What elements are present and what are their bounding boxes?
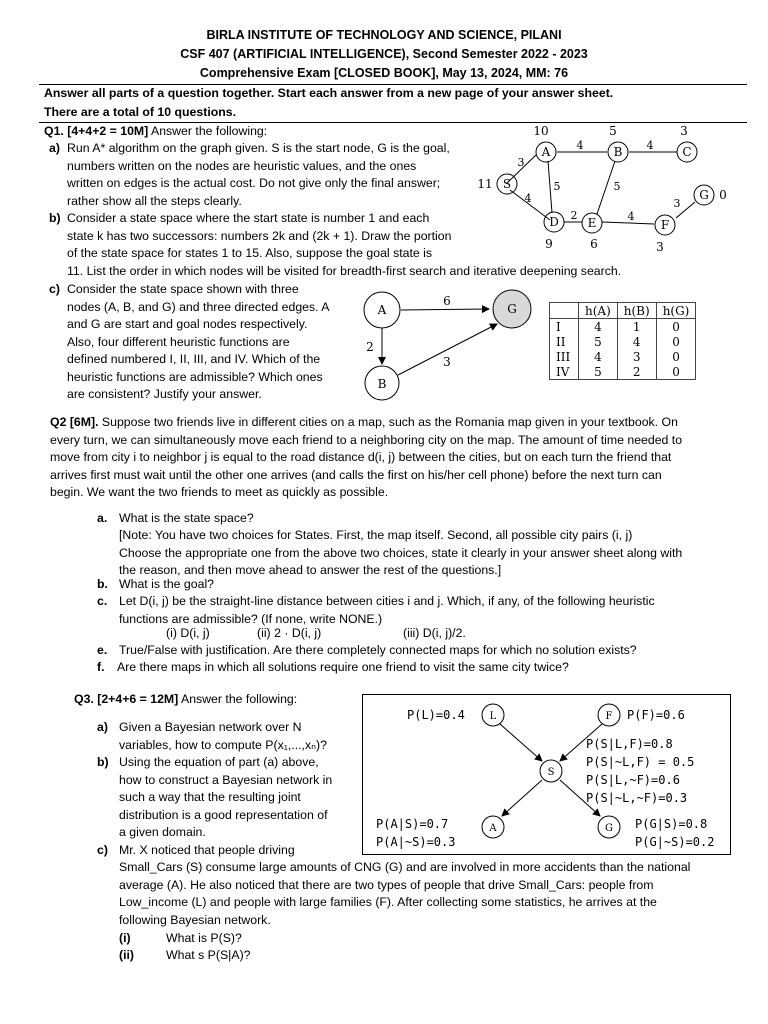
table-cell: 0 bbox=[656, 319, 696, 335]
q3-heading bbox=[74, 691, 297, 709]
q1c-line: nodes (A, B, and G) and three directed edges. A bbox=[67, 299, 330, 314]
prob-a: P(A|~S)=0.3 bbox=[376, 835, 456, 849]
q2c-line: Let D(i, j) be the straight-line distance between cities i and j. Which, if any, of the following heuristic bbox=[119, 594, 655, 608]
table-header-cell: h(G) bbox=[656, 303, 696, 319]
edge-b-e bbox=[597, 161, 615, 214]
q1c-line: defined numbered I, II, III, and IV. Which of the bbox=[67, 352, 321, 366]
q1c-line: are consistent? Justify your answer. bbox=[67, 387, 262, 401]
table-cell: III bbox=[550, 349, 579, 364]
q1c-line: and G are start and goal nodes respectively. bbox=[67, 317, 308, 331]
table-row bbox=[550, 334, 696, 349]
q3ci-label: (i) bbox=[119, 931, 131, 945]
q1c-line: Consider the state space shown with three bbox=[67, 282, 299, 296]
q3a-label: a) bbox=[97, 720, 108, 734]
prob-s: P(S|L,F)=0.8 bbox=[586, 737, 673, 751]
node-label: G bbox=[605, 823, 613, 834]
heuristic-label: 10 bbox=[533, 124, 549, 138]
prob-l: P(L)=0.4 bbox=[407, 708, 465, 722]
q2-line: Suppose two friends live in different cities on a map, such as the Romania map given in your textbook. On bbox=[98, 415, 678, 429]
table-header-cell bbox=[550, 303, 579, 319]
q2e-label: e. bbox=[97, 643, 108, 657]
table-row bbox=[550, 364, 696, 380]
q3c-line: average (A). He also noticed that there are two types of people that drive Small_Cars: people from bbox=[119, 877, 654, 892]
prob-a: P(A|S)=0.7 bbox=[376, 817, 449, 831]
q3a-text bbox=[119, 719, 350, 754]
q1c-line: heuristic functions are admissible? Which ones bbox=[67, 369, 323, 384]
node-label: B bbox=[613, 145, 623, 159]
table-cell: II bbox=[550, 334, 579, 349]
edge-a-d bbox=[548, 161, 552, 213]
q1c-text bbox=[67, 281, 347, 404]
node-label: G bbox=[507, 302, 517, 316]
edge-cost: 3 bbox=[517, 156, 525, 169]
heuristic-table bbox=[549, 302, 696, 380]
q1a-line: Run A* algorithm on the graph given. S is the start node, G is the goal, bbox=[67, 141, 450, 155]
edge-cost: 6 bbox=[443, 294, 451, 308]
table-cell: 4 bbox=[579, 319, 618, 335]
q3a-line: Given a Bayesian network over N bbox=[119, 720, 302, 734]
q2-line: move from city i to neighbor j is equal to the road distance d(i, j) between the cities, but on each turn the friend that bbox=[50, 450, 672, 464]
table-cell: 0 bbox=[656, 364, 696, 380]
instruction-line-2: There are a total of 10 questions. bbox=[44, 105, 237, 119]
q3c-line: Low_income (L) and people with large families (F). After collecting some statistics, he arrives at the bbox=[119, 895, 657, 909]
table-row bbox=[550, 319, 696, 335]
q2a-label: a. bbox=[97, 511, 108, 525]
q2c-label: c. bbox=[97, 594, 108, 608]
table-header-cell: h(A) bbox=[579, 303, 618, 319]
q2e-text: True/False with justification. Are there completely connected maps for which no solution exists? bbox=[119, 643, 637, 657]
q2-line: arrives first must wait until the other one arrives (and calls the first on his/her cell phone) before the next turn can bbox=[50, 467, 662, 482]
header-rule bbox=[39, 84, 747, 85]
q1c-label: c) bbox=[49, 282, 60, 296]
q3b-label: b) bbox=[97, 755, 109, 769]
institute-name: BIRLA INSTITUTE OF TECHNOLOGY AND SCIENCE, PILANI bbox=[206, 28, 562, 42]
heuristic-label: 11 bbox=[477, 177, 493, 191]
q2a-note bbox=[119, 527, 739, 580]
q3b-line: how to construct a Bayesian network in bbox=[119, 772, 333, 787]
q2-line: every turn, we can simultaneously move each friend to a neighboring city on the map. The amount of time needed to bbox=[50, 432, 683, 447]
q1a-label: a) bbox=[49, 141, 60, 155]
heuristic-label: 5 bbox=[609, 124, 617, 138]
table-cell: IV bbox=[550, 364, 579, 380]
q2c-option-3: (iii) D(i, j)/2. bbox=[403, 626, 466, 640]
q3b-line: a given domain. bbox=[119, 825, 206, 839]
edge-cost: 4 bbox=[627, 210, 635, 223]
q3-title: Q3. [2+4+6 = 12M] bbox=[74, 692, 179, 706]
table-cell: 1 bbox=[617, 319, 656, 335]
q1a-line: written on edges is the actual cost. Do not give only the final answer; bbox=[67, 176, 441, 190]
prob-s: P(S|~L,F) = 0.5 bbox=[586, 755, 695, 769]
q2-title: Q2 [6M]. bbox=[50, 415, 99, 429]
heuristic-label: 9 bbox=[545, 237, 553, 251]
q3b-line: Using the equation of part (a) above, bbox=[119, 755, 319, 769]
node-label: C bbox=[682, 145, 692, 159]
q3b-line: distribution is a good representation of bbox=[119, 807, 328, 822]
edge-cost: 4 bbox=[524, 192, 532, 205]
q2-line: begin. We want the two friends to meet as quickly as possible. bbox=[50, 485, 389, 499]
heuristic-label: 3 bbox=[680, 124, 688, 138]
q2a-note-line: [Note: You have two choices for States. First, the map itself. Second, all possible city pairs (i, j) bbox=[119, 528, 633, 542]
q2c-text bbox=[119, 593, 739, 628]
table-cell: 0 bbox=[656, 334, 696, 349]
table-cell: 4 bbox=[579, 349, 618, 364]
q3b-line: such a way that the resulting joint bbox=[119, 790, 301, 804]
q1c-state-graph bbox=[355, 288, 535, 403]
q1a-line: rather show all the steps clearly. bbox=[67, 193, 242, 208]
course-title: CSF 407 (ARTIFICIAL INTELLIGENCE), Second Semester 2022 - 2023 bbox=[180, 47, 588, 61]
edge-cost: 4 bbox=[576, 139, 584, 152]
heuristic-label: 3 bbox=[656, 240, 664, 254]
q2b-text: What is the goal? bbox=[119, 577, 215, 591]
q2a-note-line: the reason, and then move ahead to answer the rest of the questions.] bbox=[119, 563, 502, 577]
q1a-text bbox=[67, 140, 467, 210]
prob-g: P(G|S)=0.8 bbox=[635, 817, 708, 831]
q1-intro: Answer the following: bbox=[148, 124, 268, 138]
table-cell: 5 bbox=[579, 364, 618, 380]
prob-f: P(F)=0.6 bbox=[627, 708, 685, 722]
table-cell: 3 bbox=[617, 349, 656, 364]
edge-a-g bbox=[401, 309, 489, 310]
q1b-line: of the state space for states 1 to 15. Also, suppose the goal state is bbox=[67, 246, 433, 260]
heuristic-label: 6 bbox=[590, 237, 598, 251]
q3ci-text: What is P(S)? bbox=[166, 931, 242, 945]
table-cell: 2 bbox=[617, 364, 656, 380]
edge-cost: 2 bbox=[570, 209, 578, 222]
node-label: S bbox=[502, 177, 512, 191]
q2c-option-2: (ii) 2 · D(i, j) bbox=[257, 626, 322, 640]
node-label: B bbox=[377, 377, 387, 391]
edge-cost: 5 bbox=[613, 180, 621, 193]
edge-cost: 3 bbox=[443, 355, 451, 369]
q2-body bbox=[50, 414, 740, 502]
edge-cost: 3 bbox=[673, 197, 681, 210]
bayesian-network-figure bbox=[362, 694, 731, 855]
node-label: G bbox=[699, 188, 709, 202]
prob-s: P(S|~L,~F)=0.3 bbox=[586, 791, 688, 805]
edge-cost: 4 bbox=[646, 139, 654, 152]
q2c-option-1: (i) D(i, j) bbox=[166, 626, 210, 640]
q3a-line: variables, how to compute P(x₁,...,xₙ)? bbox=[119, 737, 327, 752]
exam-title: Comprehensive Exam [CLOSED BOOK], May 13, 2024, MM: 76 bbox=[199, 66, 569, 80]
q3c-text bbox=[119, 859, 732, 929]
edge-cost: 2 bbox=[366, 340, 374, 354]
q2f-text: Are there maps in which all solutions require one friend to visit the same city twice? bbox=[117, 660, 569, 674]
q3cii-text: What s P(S|A)? bbox=[166, 948, 251, 962]
q3cii-label: (ii) bbox=[119, 948, 135, 962]
q3c-first-line: Mr. X noticed that people driving bbox=[119, 843, 295, 857]
node-label: F bbox=[660, 218, 670, 232]
table-cell: 5 bbox=[579, 334, 618, 349]
q3b-text bbox=[119, 754, 350, 842]
q2c-line: functions are admissible? (If none, write NONE.) bbox=[119, 611, 383, 626]
q1b-line: 11. List the order in which nodes will be visited for breadth-first search and iterative deepening search. bbox=[67, 263, 622, 278]
q3-intro: Answer the following: bbox=[178, 692, 298, 706]
node-label: S bbox=[547, 767, 555, 778]
q2a-text: What is the state space? bbox=[119, 511, 254, 525]
node-label: A bbox=[541, 145, 551, 159]
table-header-cell: h(B) bbox=[617, 303, 656, 319]
node-label: A bbox=[377, 303, 387, 317]
heuristic-label: 0 bbox=[719, 188, 727, 202]
q1b-label: b) bbox=[49, 211, 61, 225]
q1b-line: Consider a state space where the start state is number 1 and each bbox=[67, 211, 430, 225]
q1a-line: numbers written on the nodes are heuristic values, and the ones bbox=[67, 158, 417, 173]
node-label: E bbox=[587, 216, 597, 230]
q1-heading bbox=[44, 123, 267, 141]
q3c-line: Small_Cars (S) consume large amounts of CNG (G) and are involved in more accidents than the national bbox=[119, 860, 691, 874]
node-label: A bbox=[489, 823, 497, 834]
q3c-line: following Bayesian network. bbox=[119, 912, 271, 927]
q2f-label: f. bbox=[97, 660, 105, 674]
q2b-label: b. bbox=[97, 577, 108, 591]
table-row bbox=[550, 349, 696, 364]
table-cell: I bbox=[550, 319, 579, 335]
q2a-note-line: Choose the appropriate one from the above two choices, state it clearly in your answer sheet along with bbox=[119, 545, 683, 560]
q1c-line: Also, four different heuristic functions are bbox=[67, 334, 290, 349]
instruction-line-1: Answer all parts of a question together. Start each answer from a new page of your answer sheet. bbox=[44, 86, 614, 100]
q1a-search-graph bbox=[470, 122, 735, 257]
node-label: D bbox=[549, 215, 559, 229]
node-label: F bbox=[605, 711, 613, 722]
q1-title: Q1. [4+4+2 = 10M] bbox=[44, 124, 149, 138]
node-label: L bbox=[489, 711, 497, 722]
prob-s: P(S|L,~F)=0.6 bbox=[586, 773, 680, 787]
table-cell: 4 bbox=[617, 334, 656, 349]
q3c-label: c) bbox=[97, 843, 108, 857]
prob-g: P(G|~S)=0.2 bbox=[635, 835, 715, 849]
edge-cost: 5 bbox=[553, 180, 561, 193]
q1b-line: state k has two successors: numbers 2k and (2k + 1). Draw the portion bbox=[67, 228, 452, 243]
table-cell: 0 bbox=[656, 349, 696, 364]
